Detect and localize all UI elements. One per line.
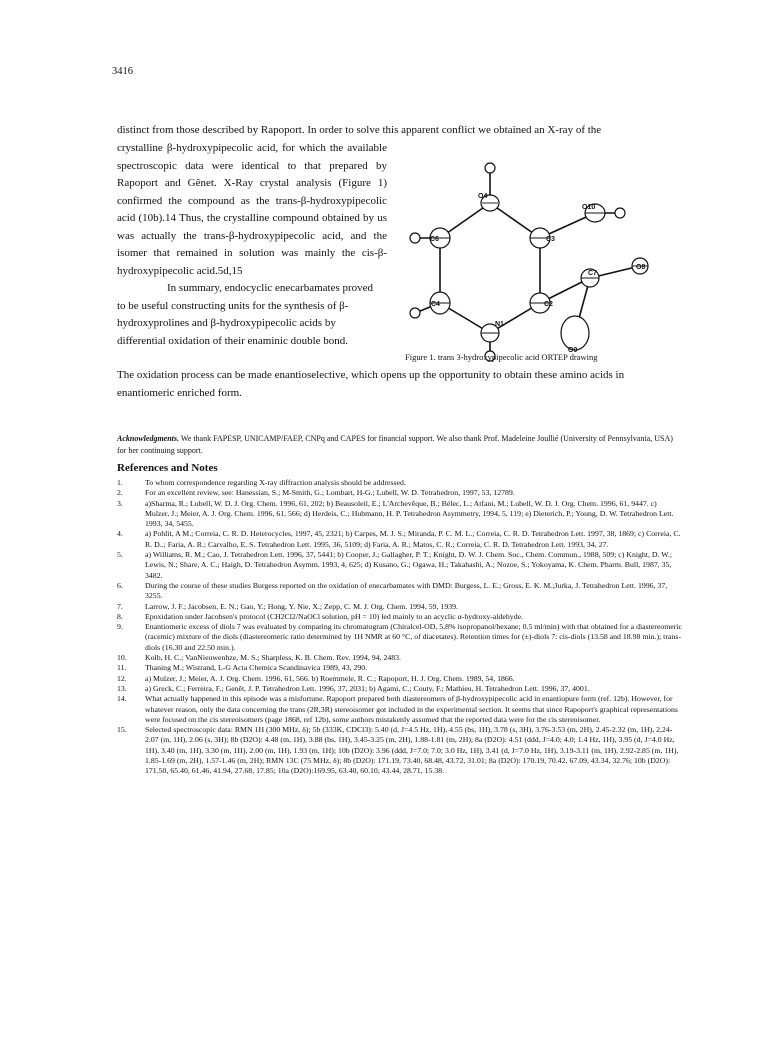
reference-number: 3. bbox=[117, 498, 123, 508]
reference-text: Larrow, J. F.; Jacobsen, E. N.; Gao, Y.; Hong, Y. Nie, X.; Zepp, C. M. J. Org. Chem. 1994, 59, 1939. bbox=[145, 601, 458, 611]
reference-number: 5. bbox=[117, 550, 123, 560]
reference-number: 11. bbox=[117, 663, 127, 673]
reference-item bbox=[117, 478, 682, 488]
reference-number: 7. bbox=[117, 601, 123, 611]
summary-line: In summary, endocyclic enecarbamates proved bbox=[167, 282, 374, 294]
reference-number: 4. bbox=[117, 529, 123, 539]
atom-label-o10: O10 bbox=[582, 204, 596, 211]
reference-text: During the course of these studies Burgess reported on the oxidation of enecarbamates with DMD: Burgess, L. E.; Gross, E. K. M.;Jurka, J. Tetrahedron Lett. 1996, 37, 3255. bbox=[145, 580, 668, 601]
reference-item bbox=[117, 663, 682, 673]
acknowledgements-text: We thank FAPESP, UNICAMP/FAEP, CNPq and CAPES for financial support. We also thank Prof. Madeleine Joullié (University of Pennsylvania, USA) for her continuing support. bbox=[117, 434, 673, 455]
reference-item bbox=[117, 550, 682, 581]
reference-text: What actually happened in this episode was a misfortune. Rapoport prepared both diastereomers of β-hydroxypipecolic acid in enantiopure form (ref. 12b). However, for whatever reason, only the data concerning the trans (2R,3R) stereoisomer got included in the experimental section. It seems that since Rapoport's graphical representations were focused on the cis stereoisomers (page 1868, ref 12b), some authors mistakenly assumed that the reported data were for the cis stereoisomer. bbox=[145, 694, 678, 724]
acknowledgements bbox=[117, 433, 677, 457]
reference-item bbox=[117, 612, 682, 622]
atom-label-o8: O8 bbox=[636, 264, 646, 271]
summary-line: hydroxyprolines and β-hydroxypipecolic acids by bbox=[117, 317, 336, 329]
reference-number: 14. bbox=[117, 694, 127, 704]
reference-item bbox=[117, 529, 682, 550]
reference-item bbox=[117, 653, 682, 663]
acknowledgements-lead: Acknowledgments. bbox=[117, 434, 180, 443]
reference-item bbox=[117, 674, 682, 684]
reference-text: Thaning M.; Wistrand, L-G Acta Chemica Scandinavica 1989, 43, 290. bbox=[145, 663, 368, 673]
bonds bbox=[415, 168, 640, 356]
atom-label-c3: C3 bbox=[546, 236, 555, 243]
reference-text: Selected spectroscopic data: RMN 1H (300 MHz, δ); 5b (333K, CDCl3): 5.40 (d, J=4.5 Hz, 1H), 4.55 (bs, 1H), 3.78 (s, 3H), 3.76-3.53 (m, 2H), 2.45-2.32 (m, 1H), 2,24-2.07 (m, 1H), 2.06 (s, 3H); 8b (D2O): 4.48 (m, 1H), 3.88 (bs, 1H), 3.45-3.25 (m, 2H), 1.88-1.81 (m, 2H); 8a (D2O): 4.51 (ddd, J=4.0; 4.0; 1.4 Hz, 1H), 3.95 (d, J=4.0 Hz, 1H), 3.40 (m, 1H), 3.30 (m, 1H), 2.00 (m, 1H), 1.93 (m, 1H); 10b (D2O): 3.96 (ddd, J=7.0; 7.0; 3.0 Hz, 1H), 3.41 (d, J=7.0 Hz, 1H), 3.19-3.11 (m, 1H), 2.92-2.85 (m, 1H), 1.85-1.69 (m, 2H), 1.57-1.46 (m, 2H); RMN 13C (75 MHz, δ); 8b (D2O): 171.19, 73.40, 68.48, 43.72, 31.01; 8a (D2O): 170.19, 70.42, 67.09, 43.34, 32.76; 10b (D2O): 171.50, 65.40, 61.46, 41.94, 27.68, 17.85; 10a (D2O):169.95, 63.40, 60.10, 43.44, 28.71, 15.38. bbox=[145, 725, 679, 776]
reference-item bbox=[117, 684, 682, 694]
reference-number: 15. bbox=[117, 725, 127, 735]
summary-line: differential oxidation of their enaminic double bond. bbox=[117, 334, 349, 347]
reference-item bbox=[117, 694, 682, 725]
reference-number: 13. bbox=[117, 683, 127, 693]
reference-text: a) Greck, C.; Ferreira, F.; Genêt, J. P. Tetrahedron Lett. 1996, 37, 2031; b) Agami, C.; Couty, F.; Mathieu, H. Tetrahedron Lett. 1996, 37, 4001. bbox=[145, 683, 590, 693]
reference-item bbox=[117, 488, 682, 498]
atom-label-o4: O4 bbox=[478, 193, 488, 200]
atoms bbox=[410, 163, 648, 361]
reference-item bbox=[117, 499, 682, 530]
reference-text: To whom correspondence regarding X-ray diffraction analysis should be addressed. bbox=[145, 478, 406, 487]
reference-text: Kolb, H. C.; VanNieuwenhze, M. S.; Sharpless, K. B. Chem. Rev. 1994, 94, 2483. bbox=[145, 653, 401, 663]
reference-text: a) Mulzer, J.; Meier, A. J. Org. Chem. 1996, 61, 566. b) Roemmele, R. C.; Rapoport, H. J. Org. Chem. 1989, 54, 1866. bbox=[145, 673, 515, 683]
reference-item bbox=[117, 581, 682, 602]
reference-text: Epoxidation under Jacobsen's protocol (CH2Cl2/NaOCl solution, pH = 10) led mainly to an acyclic α-hydroxy-aldehyde. bbox=[145, 611, 523, 621]
reference-number: 10. bbox=[117, 653, 127, 663]
reference-number: 6. bbox=[117, 580, 123, 590]
reference-number: 12. bbox=[117, 673, 127, 683]
atom-label-c4: C4 bbox=[431, 301, 440, 308]
reference-number: 1. bbox=[117, 478, 123, 487]
reference-item bbox=[117, 725, 682, 776]
summary-paragraph bbox=[117, 280, 397, 350]
atom-label-c6: C6 bbox=[430, 236, 439, 243]
atom-label-c7: C7 bbox=[588, 270, 597, 277]
atom-label-o9: O9 bbox=[568, 347, 578, 354]
reference-text: Enantiomeric excess of diols 7 was evaluated by comparing its chromatogram (Chiralcel-OD, 5,8% isopropanol/hexane; 0.5 ml/min) with that obtained for a diastereomeric (racemic) mixture of the diols (diastereomeric ratio determined by 1H NMR at 60 °C, of diacetates). Retention times for (±)-diols 7: cis-diols (13.58 and 18.98 min.); trans-diols (16.30 and 22.50 min.). bbox=[145, 622, 682, 652]
summary-line: to be useful constructing units for the synthesis of β- bbox=[117, 299, 349, 312]
atom-label-n1: N1 bbox=[495, 321, 504, 328]
reference-item bbox=[117, 602, 682, 612]
page-number: 3416 bbox=[112, 66, 133, 77]
reference-text: a)Sharma, R.; Lubell, W. D. J. Org. Chem. 1996, 61, 202; b) Beausoleil, E.; L'Archevêque, B.; Bélec, L.; Atfani, M.; Lubell, W. D. J. Org. Chem. 1996, 61, 9447. c) Mulzer, J.; Meier, A. J. Org. Chem. 1996, 61, 566; d) Herdeis, C.; Hubmann, H. P. Tetrahedron Asymmetry, 1994, 5, 119; e) Dieterich, P.; Young, D. W. Tetrahedron Lett. 1993, 34, 5455. bbox=[145, 498, 674, 529]
references-list bbox=[117, 478, 682, 777]
reference-number: 9. bbox=[117, 622, 123, 632]
body-paragraph-intro: distinct from those described by Rapoport. In order to solve this apparent conflict we obtained an X-ray of the bbox=[117, 124, 602, 136]
reference-number: 2. bbox=[117, 488, 123, 498]
ortep-figure bbox=[400, 158, 682, 368]
figure-caption: Figure 1. trans 3-hydroxypipecolic acid ORTEP drawing bbox=[405, 352, 598, 362]
atom-label-c2: C2 bbox=[544, 301, 553, 308]
reference-number: 8. bbox=[117, 611, 123, 621]
reference-text: a) Williams, R. M.; Cao, J. Tetrahedron Lett. 1996, 37, 5441; b) Cooper, J.; Gallagher, P. T.; Knight, D. W. J. Chem. Soc., Chem. Commun., 1988, 509; c) Knight, D. W.; Lewis, N.; Share, A. C.; Haigh, D. Tetrahedron Asymm. 1993, 4, 625; d) Kusano, G.; Ogawa, H.; Takahashi, A.; Nozoe, S.; Yokoyama, K. Chem. Pharm. Bull, 1987, 35, 3482. bbox=[145, 550, 673, 580]
reference-text: a) Pohlit, A M.; Correia, C. R. D. Heterocycles, 1997, 45, 2321; b) Carpes, M. J. S.; Miranda, P. C. M. L.; Correia, C. R. D. Tetrahedron Lett. 1997, 38, 1869; c) Correia, C. R. D..; Faria, A. R.; Carvalho, E. S. Tetrahedron Lett. 1995, 36, 5109; d) Faria, A. R.; Matos, C. R.; Correia, C. R. D. Tetrahedron Lett. 1993, 34, 27. bbox=[145, 529, 681, 549]
references-heading: References and Notes bbox=[117, 462, 218, 474]
body-paragraph-column: crystalline β-hydroxypipecolic acid, for which the available spectroscopic data were identical to that prepared by Rapoport and Gênet. X-Ray crystal analysis (Figure 1) confirmed the compound as the trans-β-hydroxypipecolic acid (10b).14 Thus, the crystalline compound obtained by us was actually the trans-β-hydroxypipecolic acid, and the isomer that remained in solution was mainly the cis-β-hydroxypipecolic acid.5d,15 bbox=[117, 142, 387, 277]
reference-text: For an excellent review, see: Hanessian, S.; M-Smith, G.; Lombart, H-G.; Lubell, W. D. Tetrahedron, 1997, 53, 12789. bbox=[145, 488, 515, 498]
summary-paragraph-continued: The oxidation process can be made enantioselective, which opens up the opportunity to obtain these amino acids in enantiomeric enriched form. bbox=[117, 369, 625, 399]
reference-item bbox=[117, 622, 682, 653]
